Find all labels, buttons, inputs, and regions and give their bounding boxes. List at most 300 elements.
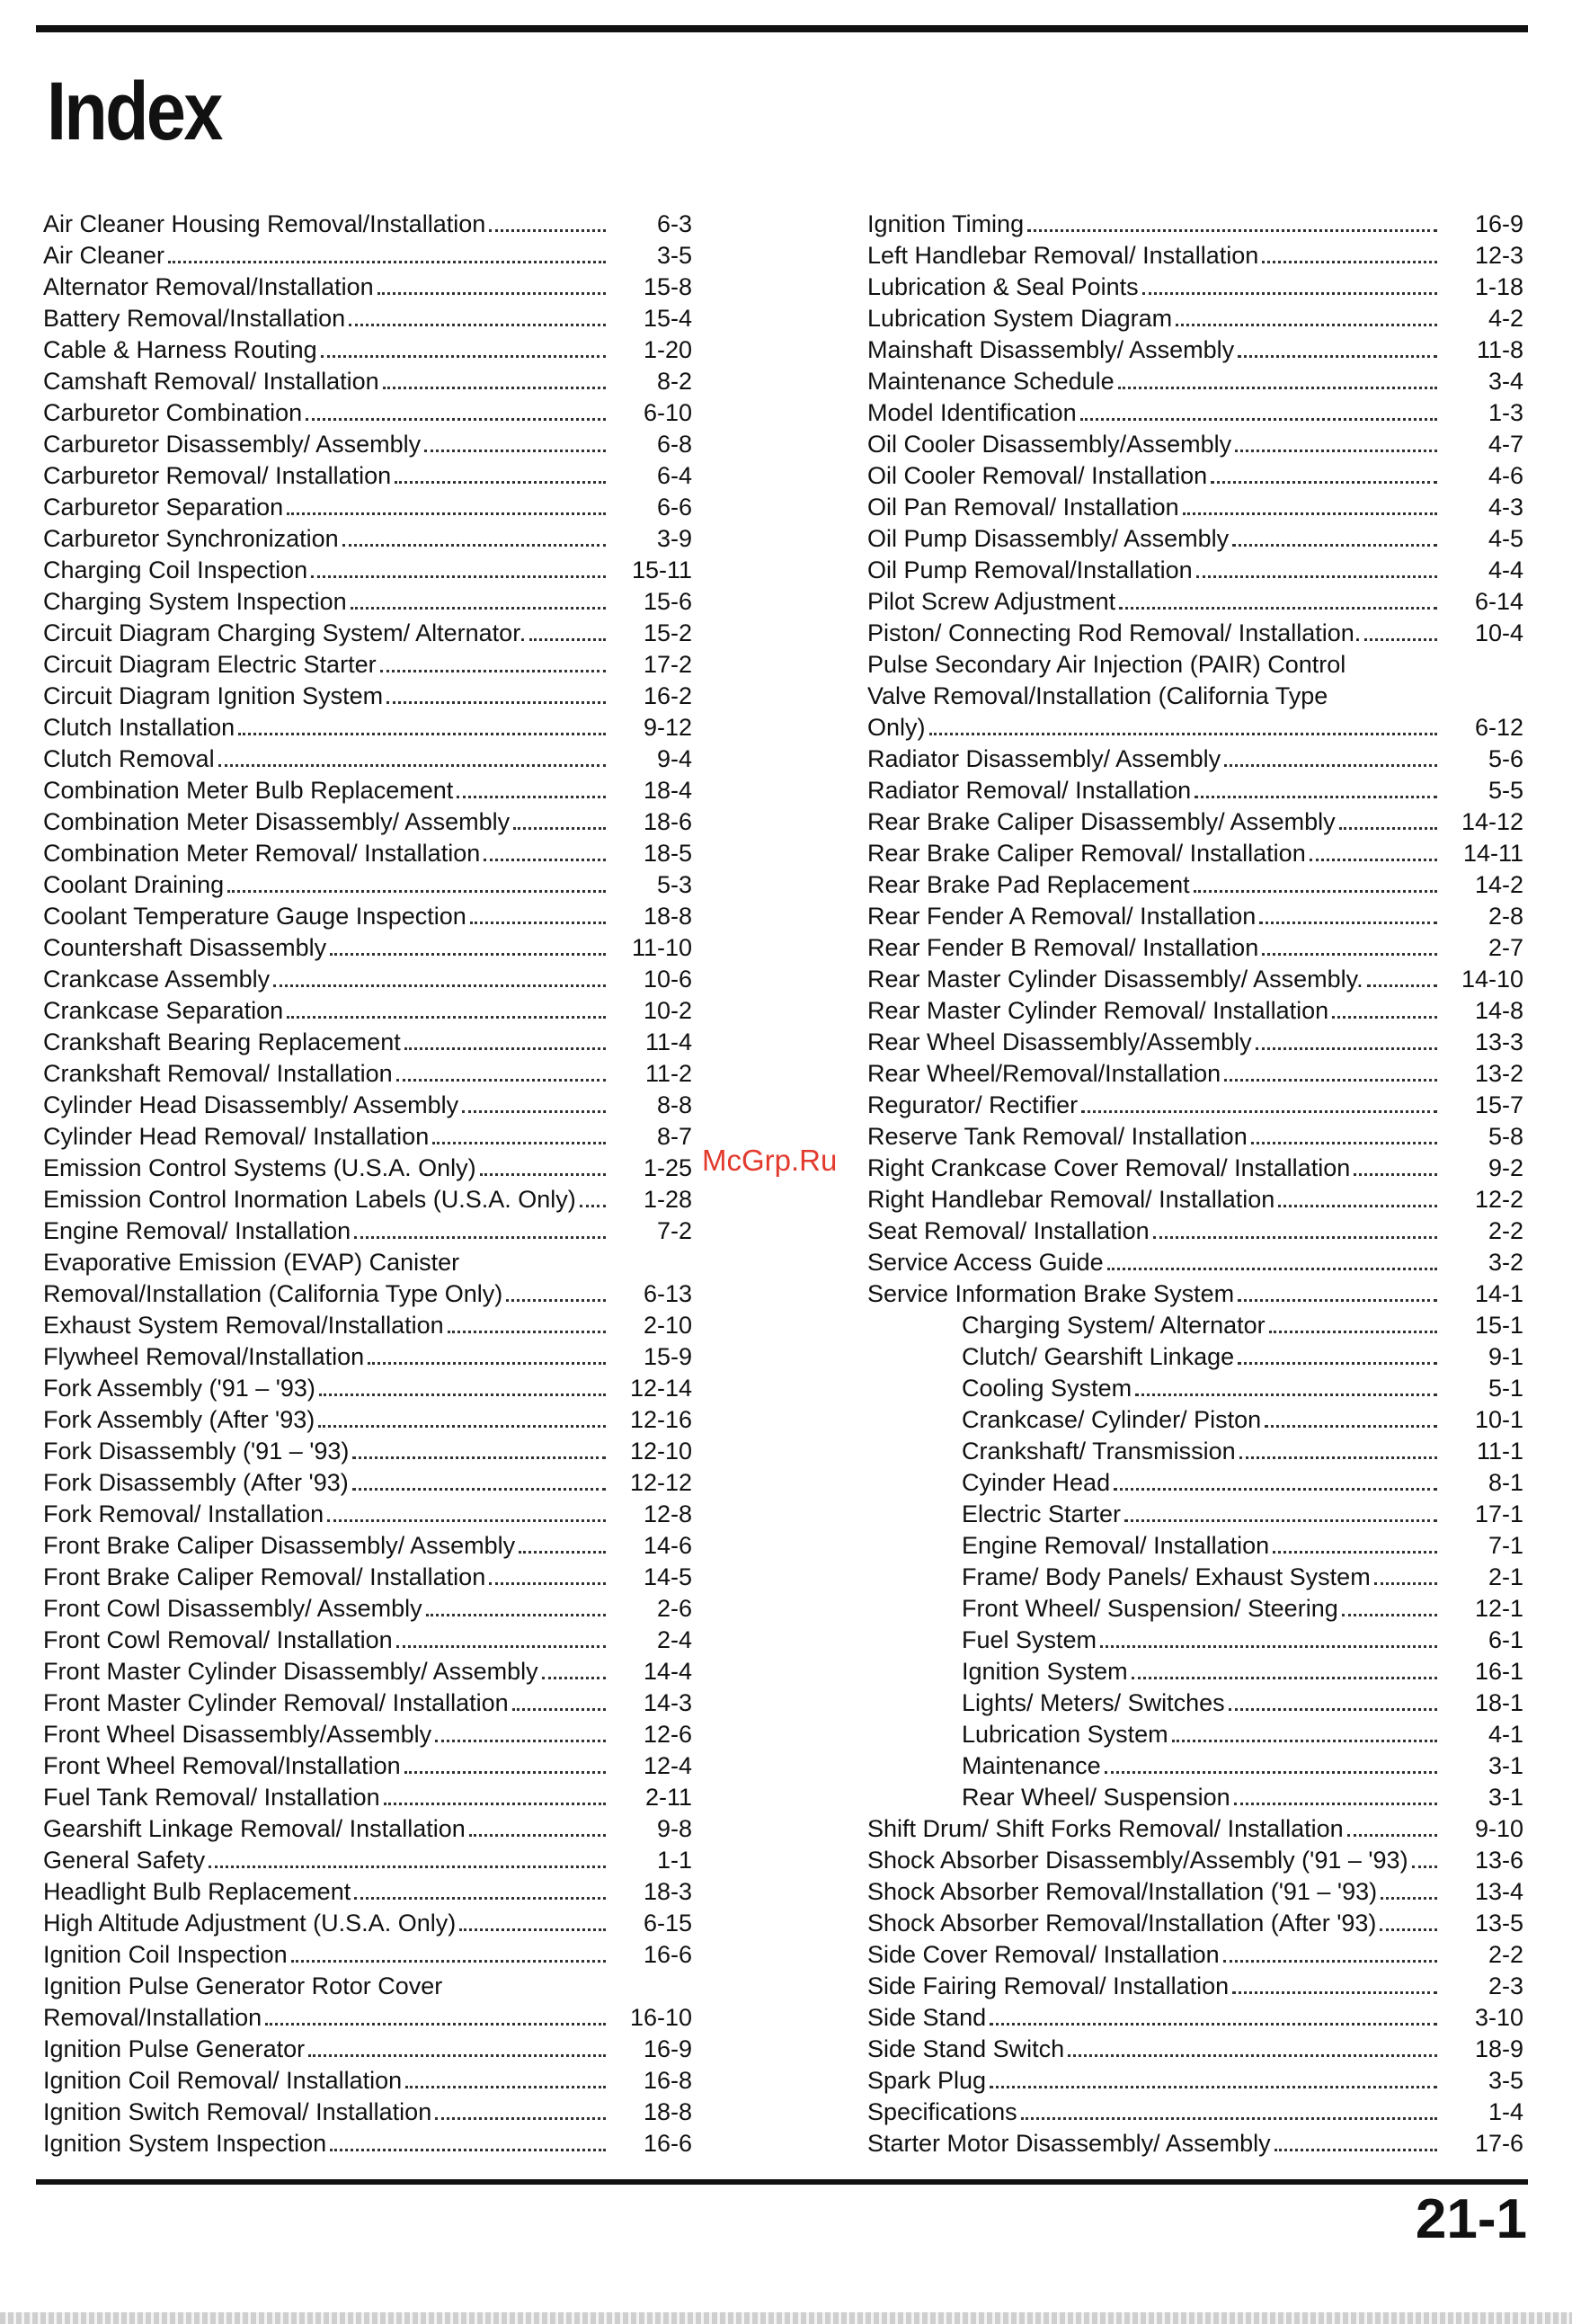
index-column-right (867, 209, 1523, 2159)
index-entry-page: 6-10 (643, 399, 692, 426)
dot-leader (1354, 1173, 1437, 1176)
index-entry-label: Alternator Removal/Installation (43, 273, 374, 300)
index-entry-page: 9-1 (1488, 1343, 1523, 1370)
index-entry (867, 1341, 1523, 1373)
index-entry-page: 18-1 (1474, 1689, 1523, 1716)
dot-leader (1274, 2149, 1437, 2151)
dot-leader (354, 1236, 606, 1239)
dot-leader (396, 1645, 606, 1648)
index-entry-label: Starter Motor Disassembly/ Assembly (867, 2130, 1271, 2157)
index-entry-page: 12-4 (643, 1752, 692, 1779)
index-entry (867, 2128, 1523, 2159)
dot-leader (352, 1488, 606, 1491)
index-entry (867, 2097, 1523, 2128)
index-entry-label: Rear Wheel Disassembly/Assembly (867, 1028, 1252, 1055)
index-entry (43, 681, 692, 712)
dot-leader (489, 229, 606, 232)
index-entry (43, 1215, 692, 1247)
index-entry-label: Service Access Guide (867, 1249, 1104, 1276)
index-entry-page: 6-1 (1488, 1626, 1523, 1653)
index-entry-page: 12-1 (1474, 1595, 1523, 1622)
dot-leader (1229, 1708, 1437, 1711)
index-entry-page: 18-5 (643, 840, 692, 867)
index-entry (867, 1656, 1523, 1687)
index-entry-page: 14-3 (643, 1689, 692, 1716)
index-entry-label: Rear Wheel/Removal/Installation (867, 1060, 1221, 1087)
index-entry-page: 3-1 (1488, 1752, 1523, 1779)
index-entry-label: Charging Coil Inspection (43, 557, 308, 583)
index-entry (43, 1310, 692, 1341)
dot-leader (1021, 2117, 1437, 2120)
index-entry (867, 744, 1523, 775)
index-entry-label: Spark Plug (867, 2067, 987, 2094)
index-entry-page: 11-10 (631, 934, 692, 961)
index-entry-page: 2-8 (1488, 903, 1523, 930)
index-entry-page: 15-7 (1474, 1091, 1523, 1118)
index-entry-page: 1-20 (643, 336, 692, 363)
dot-leader (1380, 1928, 1437, 1931)
index-entry-page: 2-6 (656, 1595, 692, 1622)
index-entry-label: Front Master Cylinder Removal/ Installation (43, 1689, 509, 1716)
index-entry-label: Emission Control Inormation Labels (U.S.A. Only) (43, 1186, 576, 1213)
dot-leader (395, 481, 606, 484)
index-entry (43, 397, 692, 429)
index-entry (867, 1215, 1523, 1247)
index-entry-label: Side Stand (867, 2004, 987, 2031)
index-entry-page: 9-4 (656, 745, 692, 772)
index-entry-page: 14-5 (643, 1563, 692, 1590)
index-entry-page: 11-1 (1476, 1438, 1523, 1465)
index-entry-label: Oil Pump Removal/Installation (867, 557, 1193, 583)
dot-leader (291, 1960, 606, 1963)
index-entry (43, 586, 692, 618)
index-entry (43, 492, 692, 523)
index-entry (43, 1373, 692, 1404)
index-entry-page: 12-10 (629, 1438, 692, 1465)
index-entry (867, 1467, 1523, 1499)
index-entry (43, 366, 692, 397)
index-entry (867, 1153, 1523, 1184)
dot-leader (1238, 1362, 1437, 1365)
index-entry (43, 649, 692, 681)
index-entry-page: 4-2 (1488, 305, 1523, 332)
index-entry-label: Fuel Tank Removal/ Installation (43, 1784, 380, 1811)
dot-leader (1114, 1488, 1437, 1491)
index-entry (43, 775, 692, 806)
index-entry (43, 1184, 692, 1215)
index-entry (867, 1499, 1523, 1530)
dot-leader (238, 733, 606, 735)
index-entry-label: Front Cowl Removal/ Installation (43, 1626, 393, 1653)
index-entry-page: 15-11 (631, 557, 692, 583)
index-entry-page: 5-3 (656, 871, 692, 898)
index-entry-page: 17-1 (1474, 1500, 1523, 1527)
index-entry (43, 303, 692, 334)
index-entry-label: Lubrication & Seal Points (867, 273, 1139, 300)
index-entry (43, 523, 692, 555)
dot-leader (542, 1677, 606, 1679)
index-entry (43, 1719, 692, 1750)
index-entry-label: Lubrication System (962, 1721, 1168, 1748)
index-entry-label: Side Fairing Removal/ Installation (867, 1972, 1230, 1999)
index-column-left (43, 209, 692, 2159)
index-entry-label: Camshaft Removal/ Installation (43, 368, 379, 395)
index-entry-page: 4-4 (1488, 557, 1523, 583)
index-entry-page: 6-14 (1474, 588, 1523, 615)
index-entry-page: 7-1 (1488, 1532, 1523, 1559)
index-entry-page: 10-4 (1474, 619, 1523, 646)
index-entry-label: Side Cover Removal/ Installation (867, 1941, 1220, 1968)
dot-leader (321, 355, 606, 358)
index-entry (43, 838, 692, 869)
index-entry (867, 586, 1523, 618)
dot-leader (265, 2023, 606, 2026)
index-entry (867, 492, 1523, 523)
index-entry-label: Oil Cooler Disassembly/Assembly (867, 431, 1232, 458)
dot-leader (383, 387, 606, 389)
index-entry-page: 14-1 (1474, 1280, 1523, 1307)
dot-leader (396, 1079, 606, 1082)
index-entry-page: 9-8 (656, 1815, 692, 1842)
index-entry (43, 1341, 692, 1373)
index-entry-label: Only) (867, 714, 926, 741)
index-entry-page: 16-6 (643, 2130, 692, 2157)
index-entry-page: 7-2 (656, 1217, 692, 1244)
index-entry (43, 1499, 692, 1530)
index-entry-label: Rear Fender B Removal/ Installation (867, 934, 1259, 961)
index-entry (43, 1121, 692, 1153)
index-entry (43, 932, 692, 964)
dot-leader (1367, 984, 1437, 987)
index-entry (867, 964, 1523, 995)
index-entry-label: Electric Starter (962, 1500, 1122, 1527)
dot-leader (1105, 1771, 1437, 1774)
index-entry (867, 366, 1523, 397)
dot-leader (330, 953, 606, 956)
dot-leader (351, 607, 606, 610)
index-entry-label: Service Information Brake System (867, 1280, 1235, 1307)
index-entry-label: Radiator Removal/ Installation (867, 777, 1192, 804)
dot-leader (1153, 1236, 1437, 1239)
dot-leader (470, 922, 606, 924)
dot-leader (1224, 1079, 1437, 1082)
dot-leader (368, 1362, 606, 1365)
index-entry-page: 13-3 (1474, 1028, 1523, 1055)
index-entry-label: Coolant Temperature Gauge Inspection (43, 903, 466, 930)
index-entry-label: Ignition Coil Inspection (43, 1941, 288, 1968)
index-entry (867, 1058, 1523, 1090)
dot-leader (1068, 2054, 1437, 2057)
index-entry-label: Front Brake Caliper Disassembly/ Assembly (43, 1532, 516, 1559)
index-entry (867, 1845, 1523, 1876)
index-entry-page: 14-4 (643, 1658, 692, 1685)
index-entry-label: Ignition Timing (867, 210, 1025, 237)
index-entry-page: 15-8 (643, 273, 692, 300)
index-entry (867, 1719, 1523, 1750)
index-entry-page: 14-8 (1474, 997, 1523, 1024)
index-entry (867, 838, 1523, 869)
dot-leader (519, 1551, 606, 1554)
index-entry-page: 13-5 (1474, 1910, 1523, 1937)
index-entry-label: Maintenance (962, 1752, 1101, 1779)
index-entry-label: General Safety (43, 1847, 206, 1874)
dot-leader (342, 544, 606, 547)
index-entry-label: Clutch Removal (43, 745, 215, 772)
index-entry-page: 16-10 (629, 2004, 692, 2031)
dot-leader (1224, 764, 1437, 767)
dot-leader (990, 2086, 1437, 2088)
index-entry-label: Charging System Inspection (43, 588, 347, 615)
index-entry-label: Oil Pan Removal/ Installation (867, 494, 1179, 521)
index-entry-label: Right Crankcase Cover Removal/ Installation (867, 1154, 1351, 1181)
index-entry (43, 1562, 692, 1593)
dot-leader (512, 1708, 606, 1711)
index-entry-label: Clutch/ Gearshift Linkage (962, 1343, 1235, 1370)
index-entry-label: Countershaft Disassembly (43, 934, 327, 961)
index-entry-label: Shock Absorber Disassembly/Assembly ('91 – '93) (867, 1847, 1408, 1874)
index-entry-page: 16-9 (1474, 210, 1523, 237)
dot-leader (1347, 1834, 1437, 1837)
index-entry (867, 2034, 1523, 2065)
index-entry (867, 618, 1523, 649)
index-entry-page: 3-10 (1474, 2004, 1523, 2031)
index-entry-page: 18-9 (1474, 2035, 1523, 2062)
index-entry (43, 1404, 692, 1436)
index-entry (43, 1845, 692, 1876)
index-entry (867, 1782, 1523, 1813)
index-entry-page: 8-7 (656, 1123, 692, 1150)
dot-leader (1381, 1897, 1437, 1900)
index-entry (43, 712, 692, 744)
index-entry-page: 8-2 (656, 368, 692, 395)
index-entry-label: Rear Brake Pad Replacement (867, 871, 1190, 898)
index-entry-page: 18-6 (643, 808, 692, 835)
index-entry (43, 1908, 692, 1939)
index-entry (43, 1782, 692, 1813)
index-entry (867, 1625, 1523, 1656)
index-entry-page: 15-2 (643, 619, 692, 646)
index-entry-label: Lubrication System Diagram (867, 305, 1173, 332)
dot-leader (1342, 1614, 1437, 1616)
dot-leader (404, 1771, 606, 1774)
index-entry-label: Cylinder Head Removal/ Installation (43, 1123, 430, 1150)
dot-leader (1172, 1740, 1437, 1742)
dot-leader (462, 1110, 606, 1113)
index-entry-label: Combination Meter Bulb Replacement (43, 777, 454, 804)
index-entry-label: Circuit Diagram Charging System/ Alternator. (43, 619, 527, 646)
dot-leader (273, 984, 606, 987)
index-entry-label: Left Handlebar Removal/ Installation (867, 242, 1259, 269)
dot-leader (1238, 1299, 1437, 1302)
index-entry (867, 303, 1523, 334)
index-entry-label: Headlight Bulb Replacement (43, 1878, 351, 1905)
index-entry (867, 2002, 1523, 2034)
index-entry (867, 1876, 1523, 1908)
index-entry (867, 1813, 1523, 1845)
index-entry-label: Rear Wheel/ Suspension (962, 1784, 1230, 1811)
watermark: McGrp.Ru (702, 1144, 838, 1177)
dot-leader (1412, 1865, 1437, 1868)
index-entry-page: 16-6 (643, 1941, 692, 1968)
dot-leader (330, 2149, 606, 2151)
index-entry (867, 1121, 1523, 1153)
index-entry (867, 1593, 1523, 1625)
index-entry (43, 1593, 692, 1625)
index-entry (43, 1750, 692, 1782)
top-rule (36, 25, 1528, 32)
dot-leader (1278, 1205, 1437, 1207)
index-entry-page: 5-5 (1488, 777, 1523, 804)
index-entry-page: 2-2 (1488, 1941, 1523, 1968)
index-entry-page: 10-1 (1474, 1406, 1523, 1433)
index-entry (43, 2128, 692, 2159)
index-entry-page: 1-28 (643, 1186, 692, 1213)
scan-edge (0, 2312, 1572, 2324)
dot-leader (1223, 1960, 1437, 1963)
index-entry-page: 11-2 (644, 1060, 692, 1087)
dot-leader (1081, 1110, 1437, 1113)
index-entry-page: 17-2 (643, 651, 692, 678)
index-entry-label: Rear Master Cylinder Removal/ Installation (867, 997, 1329, 1024)
dot-leader (1107, 1268, 1437, 1270)
index-entry-label: Regurator/ Rectifier (867, 1091, 1079, 1118)
dot-leader (1119, 607, 1437, 610)
index-entry (43, 1247, 692, 1278)
index-entry-page: 4-5 (1488, 525, 1523, 552)
index-entry (867, 240, 1523, 272)
index-entry-page: 5-6 (1488, 745, 1523, 772)
index-entry-page: 16-1 (1474, 1658, 1523, 1685)
dot-leader (513, 827, 606, 830)
index-entry-page: 5-8 (1488, 1123, 1523, 1150)
dot-leader (929, 733, 1437, 735)
index-entry-label: Shift Drum/ Shift Forks Removal/ Installation (867, 1815, 1344, 1842)
index-entry-page: 1-4 (1488, 2098, 1523, 2125)
index-entry-page: 16-2 (643, 682, 692, 709)
index-entry-label: Mainshaft Disassembly/ Assembly (867, 336, 1235, 363)
dot-leader (1100, 1645, 1437, 1648)
index-entry-page: 12-2 (1474, 1186, 1523, 1213)
dot-leader (1235, 450, 1437, 452)
index-entry-page: 10-2 (643, 997, 692, 1024)
index-entry-label: Carburetor Removal/ Installation (43, 462, 392, 489)
index-entry-label: Engine Removal/ Installation (43, 1217, 351, 1244)
dot-leader (380, 670, 606, 672)
index-entry-page: 6-13 (643, 1280, 692, 1307)
index-entry-label: Coolant Draining (43, 871, 225, 898)
index-entry (43, 1939, 692, 1971)
index-entry-label: Fork Assembly ('91 – '93) (43, 1375, 315, 1402)
index-entry (43, 1687, 692, 1719)
index-entry-page: 14-6 (643, 1532, 692, 1559)
index-entry-page: 5-1 (1488, 1375, 1523, 1402)
index-entry-label: Fork Disassembly ('91 – '93) (43, 1438, 350, 1465)
index-entry (43, 272, 692, 303)
index-entry (867, 555, 1523, 586)
index-entry (43, 869, 692, 901)
index-entry-page: 14-10 (1461, 966, 1523, 993)
index-entry (43, 1530, 692, 1562)
index-entry-page: 15-4 (643, 305, 692, 332)
index-entry (867, 995, 1523, 1027)
index-entry-page: 16-9 (643, 2035, 692, 2062)
index-entry-label: Clutch Installation (43, 714, 235, 741)
dot-leader (1232, 1991, 1437, 1994)
index-entry-page: 15-1 (1474, 1312, 1523, 1339)
dot-leader (287, 1016, 606, 1019)
index-entry-page: 6-6 (656, 494, 692, 521)
dot-leader (404, 1047, 606, 1050)
bottom-rule (36, 2179, 1528, 2185)
index-entry (43, 901, 692, 932)
index-entry-page: 18-8 (643, 903, 692, 930)
index-entry-page: 10-6 (643, 966, 692, 993)
index-entry (867, 806, 1523, 838)
index-entry (43, 964, 692, 995)
dot-leader (435, 2117, 606, 2120)
index-entry-label: Cooling System (962, 1375, 1132, 1402)
index-entry (43, 460, 692, 492)
index-entry-label: Carburetor Synchronization (43, 525, 339, 552)
index-entry-page: 3-5 (656, 242, 692, 269)
dot-leader (1142, 292, 1437, 295)
index-entry (867, 869, 1523, 901)
index-entry (43, 334, 692, 366)
index-entry (43, 429, 692, 460)
index-entry (43, 240, 692, 272)
index-entry-page: 18-8 (643, 2098, 692, 2125)
index-entry-label: Valve Removal/Installation (California Type (867, 682, 1328, 709)
index-entry-label: Crankshaft/ Transmission (962, 1438, 1236, 1465)
index-entry-page: 4-7 (1488, 431, 1523, 458)
index-entry-label: Exhaust System Removal/Installation (43, 1312, 444, 1339)
index-entry (867, 681, 1523, 712)
index-entry-label: Crankcase/ Cylinder/ Piston (962, 1406, 1262, 1433)
index-entry-page: 6-3 (656, 210, 692, 237)
index-entry-label: Seat Removal/ Installation (867, 1217, 1150, 1244)
index-entry (867, 1971, 1523, 2002)
dot-leader (432, 1142, 606, 1144)
dot-leader (580, 1205, 606, 1207)
dot-leader (318, 1425, 606, 1428)
index-entry (867, 1278, 1523, 1310)
index-entry-page: 2-3 (1488, 1972, 1523, 1999)
dot-leader (457, 796, 606, 798)
index-entry (43, 1058, 692, 1090)
index-entry-label: Evaporative Emission (EVAP) Canister (43, 1249, 460, 1276)
index-entry-page: 3-5 (1488, 2067, 1523, 2094)
dot-leader (352, 1456, 606, 1459)
dot-leader (1135, 1394, 1437, 1396)
index-entry-page: 2-4 (656, 1626, 692, 1653)
index-entry-label: Model Identification (867, 399, 1077, 426)
dot-leader (1195, 796, 1437, 798)
dot-leader (405, 2086, 606, 2088)
dot-leader (1176, 324, 1437, 326)
index-entry (867, 1750, 1523, 1782)
index-entry (43, 1971, 692, 2002)
index-entry-label: Removal/Installation (California Type Only) (43, 1280, 503, 1307)
index-entry-label: Pilot Screw Adjustment (867, 588, 1116, 615)
index-entry-label: Shock Absorber Removal/Installation (After '93) (867, 1910, 1377, 1937)
index-entry-label: Combination Meter Disassembly/ Assembly (43, 808, 511, 835)
index-entry-label: Fork Disassembly (After '93) (43, 1469, 349, 1496)
dot-leader (306, 418, 606, 421)
dot-leader (1027, 229, 1437, 232)
index-entry-label: Maintenance Schedule (867, 368, 1115, 395)
dot-leader (529, 638, 606, 641)
index-entry (867, 334, 1523, 366)
